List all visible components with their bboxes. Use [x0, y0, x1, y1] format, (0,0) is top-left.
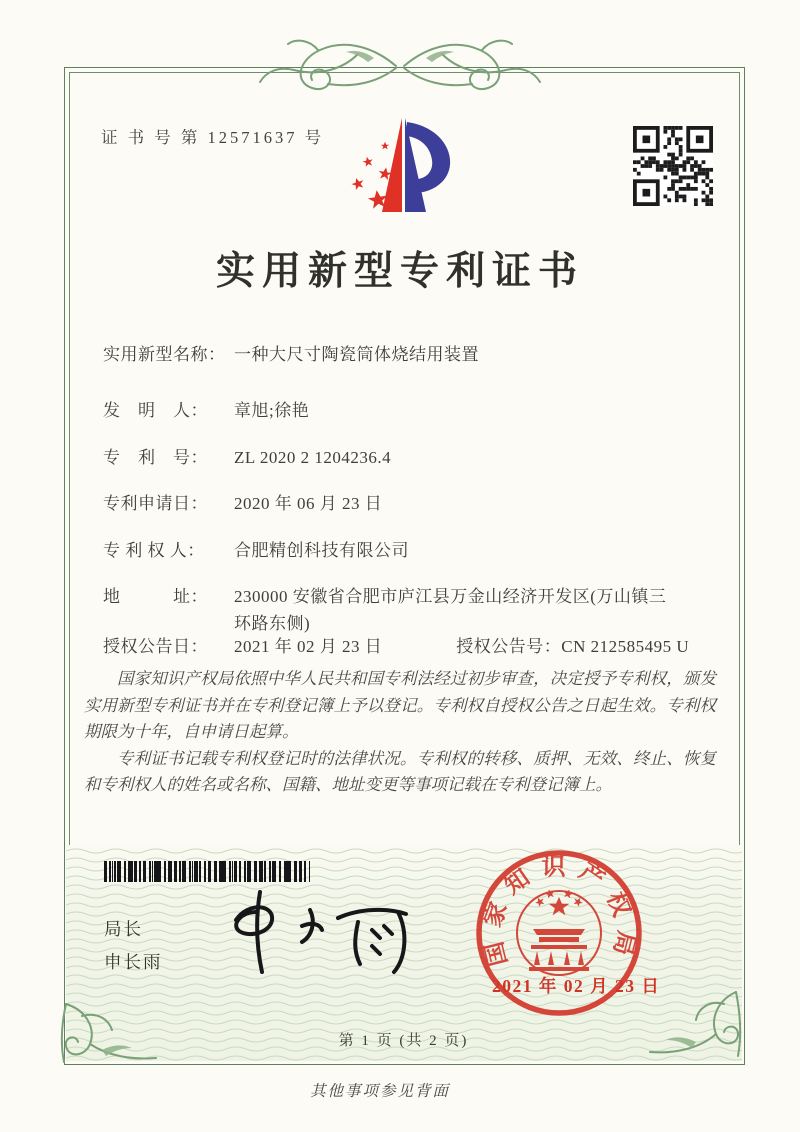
page-number: 第 1 页 (共 2 页)	[338, 1033, 469, 1049]
field-label: 专 利 权 人：	[103, 541, 205, 560]
field-label: 地 址：	[103, 587, 208, 606]
legal-paragraph-2: 专利证书记载专利权登记时的法律状况。专利权的转移、质押、无效、终止、恢复和专利权人的姓名或名称、国籍、地址变更等事项记载在专利登记簿上。	[84, 748, 716, 794]
svg-text:国家知识产权局	[478, 854, 640, 969]
field-utility-model-name	[103, 341, 479, 368]
field-label: 发 明 人：	[103, 401, 208, 420]
field-value: 一种大尺寸陶瓷筒体烧结用装置	[234, 345, 479, 364]
field-patentee	[103, 537, 409, 564]
field-value: ZL 2020 2 1204236.4	[234, 448, 392, 467]
seal-date: 2021 年 02 月 23 日	[492, 976, 661, 996]
certificate-title: 实用新型专利证书	[215, 250, 584, 293]
field-label: 授权公告日：	[103, 637, 208, 656]
barcode-icon	[104, 861, 310, 882]
field-patent-number	[103, 444, 391, 471]
field-label: 专利申请日：	[103, 494, 208, 513]
field-address	[103, 583, 670, 637]
cnipa-logo-icon	[336, 112, 468, 220]
field-label: 授权公告号：	[456, 637, 562, 656]
legal-paragraph-1: 国家知识产权局依照中华人民共和国专利法经过初步审查，决定授予专利权，颁发实用新型专利证书并在专利登记簿上予以登记。专利权自授权公告之日起生效。专利权期限为十年，自申请日起算。	[84, 669, 716, 741]
back-side-note: 其他事项参见背面	[309, 1083, 450, 1100]
field-inventor	[103, 397, 309, 424]
field-value: 章旭;徐艳	[234, 401, 310, 420]
handwritten-signature-icon	[222, 882, 422, 982]
field-value: 2020 年 06 月 23 日	[234, 494, 383, 513]
seal-text: 国家知识产权局	[479, 854, 639, 969]
field-value: 230000 安徽省合肥市庐江县万金山经济开发区(万山镇三环路东侧)	[234, 587, 667, 633]
field-value: 合肥精创科技有限公司	[234, 541, 409, 560]
certificate-number: 证 书 号 第 12571637 号	[101, 128, 325, 147]
field-filing-date	[103, 490, 382, 517]
field-value: 2021 年 02 月 23 日	[234, 637, 383, 656]
field-label: 实用新型名称：	[103, 345, 226, 364]
qr-code-icon	[633, 126, 713, 206]
director-name: 申长雨	[104, 952, 163, 972]
field-label: 专 利 号：	[103, 448, 208, 467]
director-title: 局长	[104, 919, 143, 939]
field-grant-publication	[103, 633, 689, 660]
field-value: CN 212585495 U	[561, 637, 690, 656]
legal-text-block	[84, 666, 716, 799]
